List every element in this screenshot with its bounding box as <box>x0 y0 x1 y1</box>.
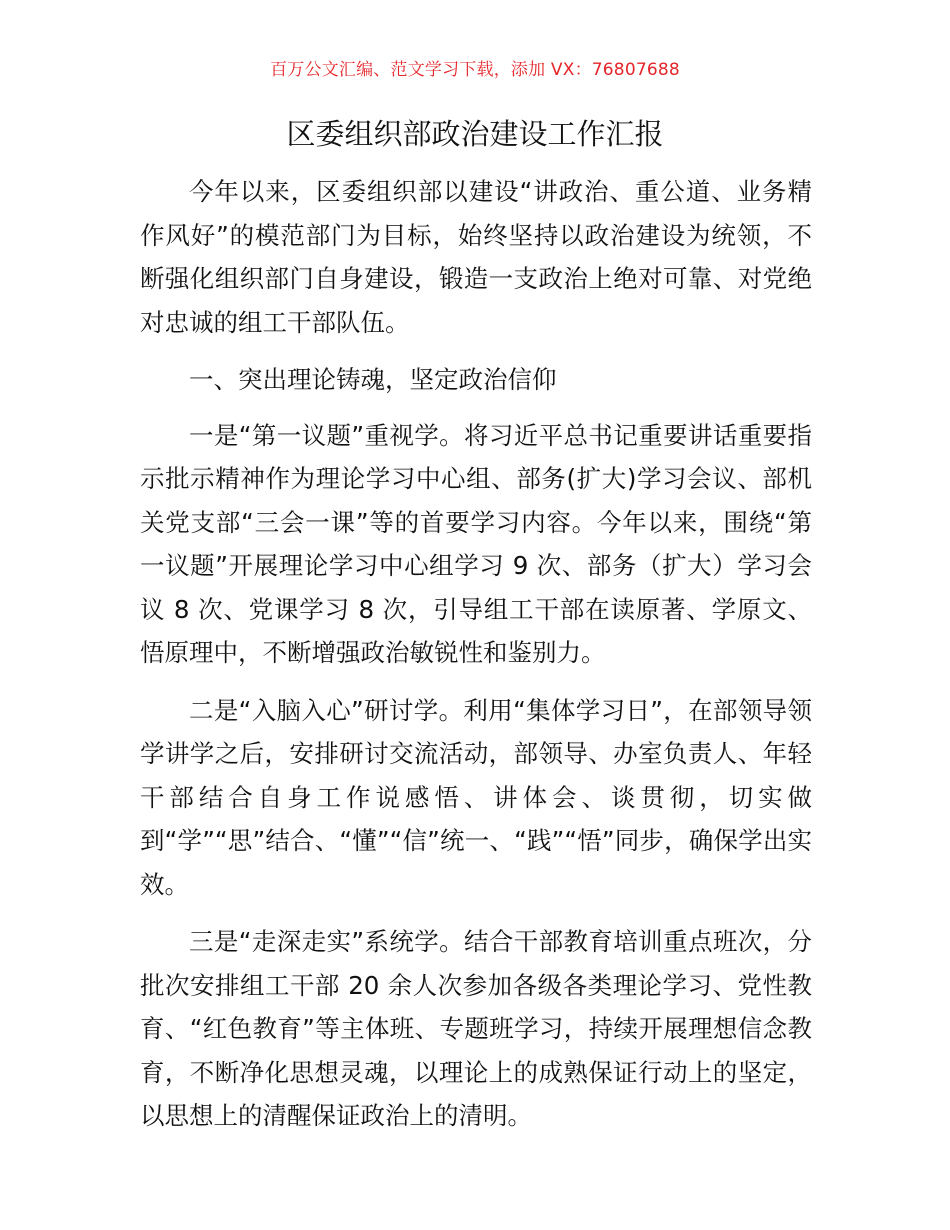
section-heading: 一、突出理论铸魂，坚定政治信仰 <box>189 365 557 394</box>
promo-banner: 百万公文汇编、范文学习下载，添加 VX：76807688 <box>270 60 680 80</box>
point-paragraph-2: 二是“入脑入心”研讨学。利用“集体学习日”，在部领导领学讲学之后，安排研讨交流活动，部领导、办室负责人、年轻干部结合自身工作说感悟、讲体会、谈贯彻，切实做到“学”“思”结合、“懂”“信”统一、“践”“悟”同步，确保学出实效。 <box>140 695 812 899</box>
intro-paragraph: 今年以来，区委组织部以建设“讲政治、重公道、业务精作风好”的模范部门为目标，始终坚持以政治建设为统领，不断强化组织部门自身建设，锻造一支政治上绝对可靠、对党绝对忠诚的组工干部队伍。 <box>140 177 812 337</box>
point-paragraph-3: 三是“走深走实”系统学。结合干部教育培训重点班次，分批次安排组工干部 20 余人次参加各级各类理论学习、党性教育、“红色教育”等主体班、专题班学习，持续开展理想信念教育，不断净化思想灵魂，以理论上的成熟保证行动上的坚定，以思想上的清醒保证政治上的清明。 <box>140 927 812 1130</box>
document-title: 区委组织部政治建设工作汇报 <box>286 117 664 151</box>
point-paragraph-1: 一是“第一议题”重视学。将习近平总书记重要讲话重要指示批示精神作为理论学习中心组、部务(扩大)学习会议、部机关党支部“三会一课”等的首要学习内容。今年以来，围绕“第一议题”开展理论学习中心组学习 9 次、部务（扩大）学习会议 8 次、党课学习 8 次，引导组工干部在读原著、学原文、悟原理中，不断增强政治敏锐性和鉴别力。 <box>140 420 812 667</box>
document-body <box>140 170 812 1152</box>
